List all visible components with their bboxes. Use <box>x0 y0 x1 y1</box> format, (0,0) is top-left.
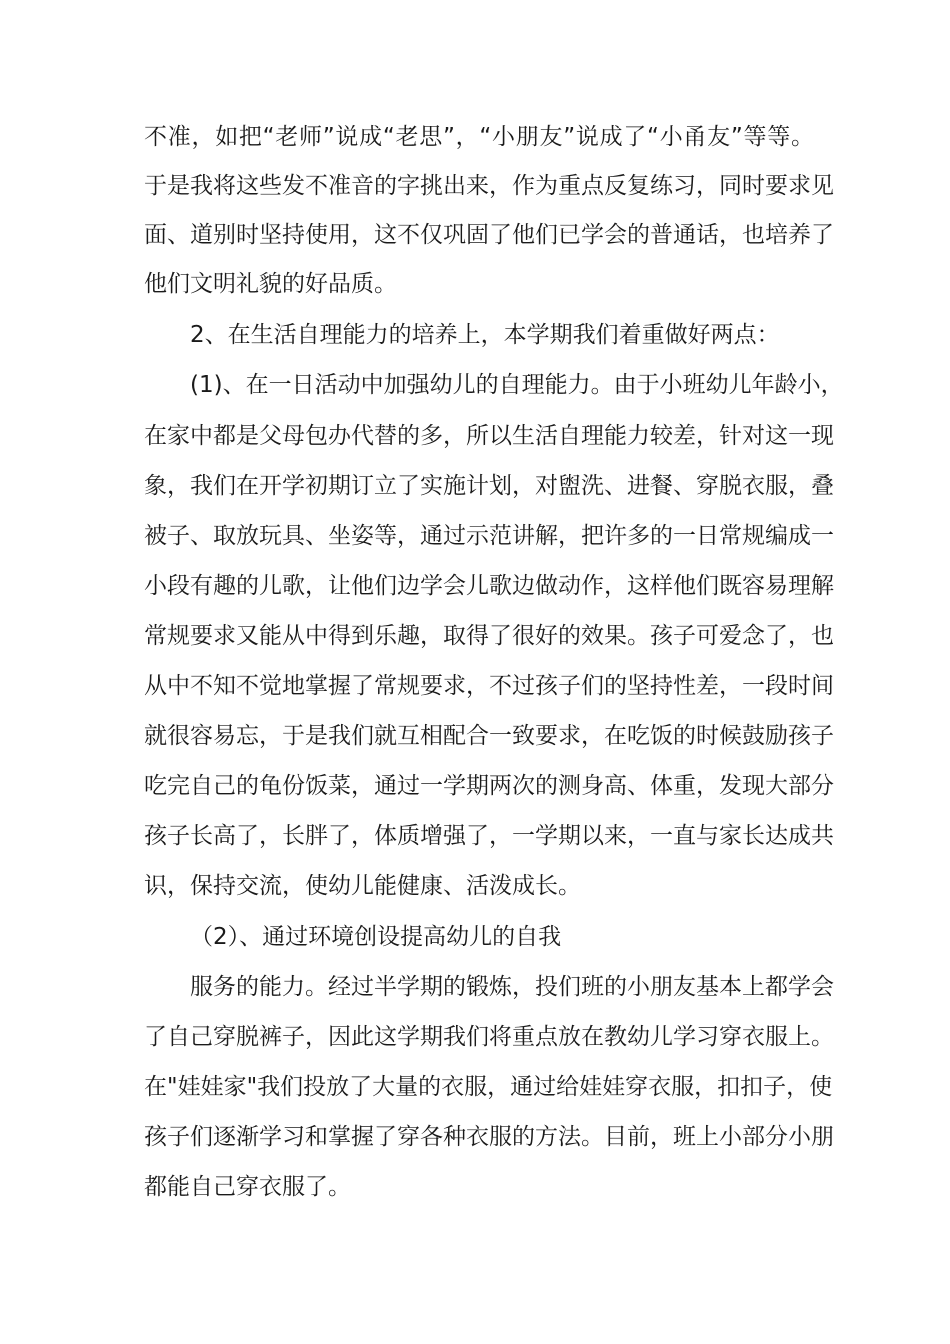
text-line: 于是我将这些发不准音的字挑出来，作为重点反复练习，同时要求见 <box>144 173 834 199</box>
text-line: 小段有趣的儿歌，让他们边学会儿歌边做动作，这样他们既容易理解 <box>144 573 834 599</box>
text-line: 都能自己穿衣服了。 <box>144 1174 351 1200</box>
text-line: 被子、取放玩具、坐姿等，通过示范讲解，把许多的一日常规编成一 <box>144 523 834 549</box>
text-line: 孩子们逐渐学习和掌握了穿各种衣服的方法。目前，班上小部分小朋 <box>144 1124 834 1150</box>
text-line: 服务的能力。经过半学期的锻炼，投们班的小朋友基本上都学会 <box>190 974 834 1000</box>
subsection-heading: （2）、通过环境创设提高幼儿的自我 <box>190 924 562 950</box>
text-line: 面、道别时坚持使用，这不仅巩固了他们已学会的普通话，也培养了 <box>144 222 834 248</box>
section-heading: 2、在生活自理能力的培养上，本学期我们着重做好两点： <box>190 322 780 348</box>
text-line: 象，我们在开学初期订立了实施计划，对盥洗、进餐、穿脱衣服，叠 <box>144 473 834 499</box>
text-line: 常规要求又能从中得到乐趣，取得了很好的效果。孩子可爱念了，也 <box>144 623 834 649</box>
text-line: 识，保持交流，使幼儿能健康、活泼成长。 <box>144 873 581 899</box>
text-line: 吃完自己的龟份饭菜，通过一学期两次的测身高、体重，发现大部分 <box>144 773 834 799</box>
text-line: 了自己穿脱裤子，因此这学期我们将重点放在教幼儿学习穿衣服上。 <box>144 1024 834 1050</box>
text-line: 从中不知不觉地掌握了常规要求，不过孩子们的坚持性差，一段时间 <box>144 673 834 699</box>
text-line: 孩子长高了，长胖了，体质增强了，一学期以来，一直与家长达成共 <box>144 823 834 849</box>
text-line: 就很容易忘，于是我们就互相配合一致要求，在吃饭的时候鼓励孩子 <box>144 723 834 749</box>
text-line: 他们文明礼貌的好品质。 <box>144 271 397 297</box>
text-line: (1)、在一日活动中加强幼儿的自理能力。由于小班幼儿年龄小， <box>190 372 844 398</box>
text-line: 在"娃娃家"我们投放了大量的衣服，通过给娃娃穿衣服，扣扣子，使 <box>144 1074 833 1100</box>
text-line: 不准，如把“老师”说成“老思”，“小朋友”说成了“小甬友”等等。 <box>144 124 814 150</box>
text-line: 在家中都是父母包办代替的多，所以生活自理能力较差，针对这一现 <box>144 423 834 449</box>
